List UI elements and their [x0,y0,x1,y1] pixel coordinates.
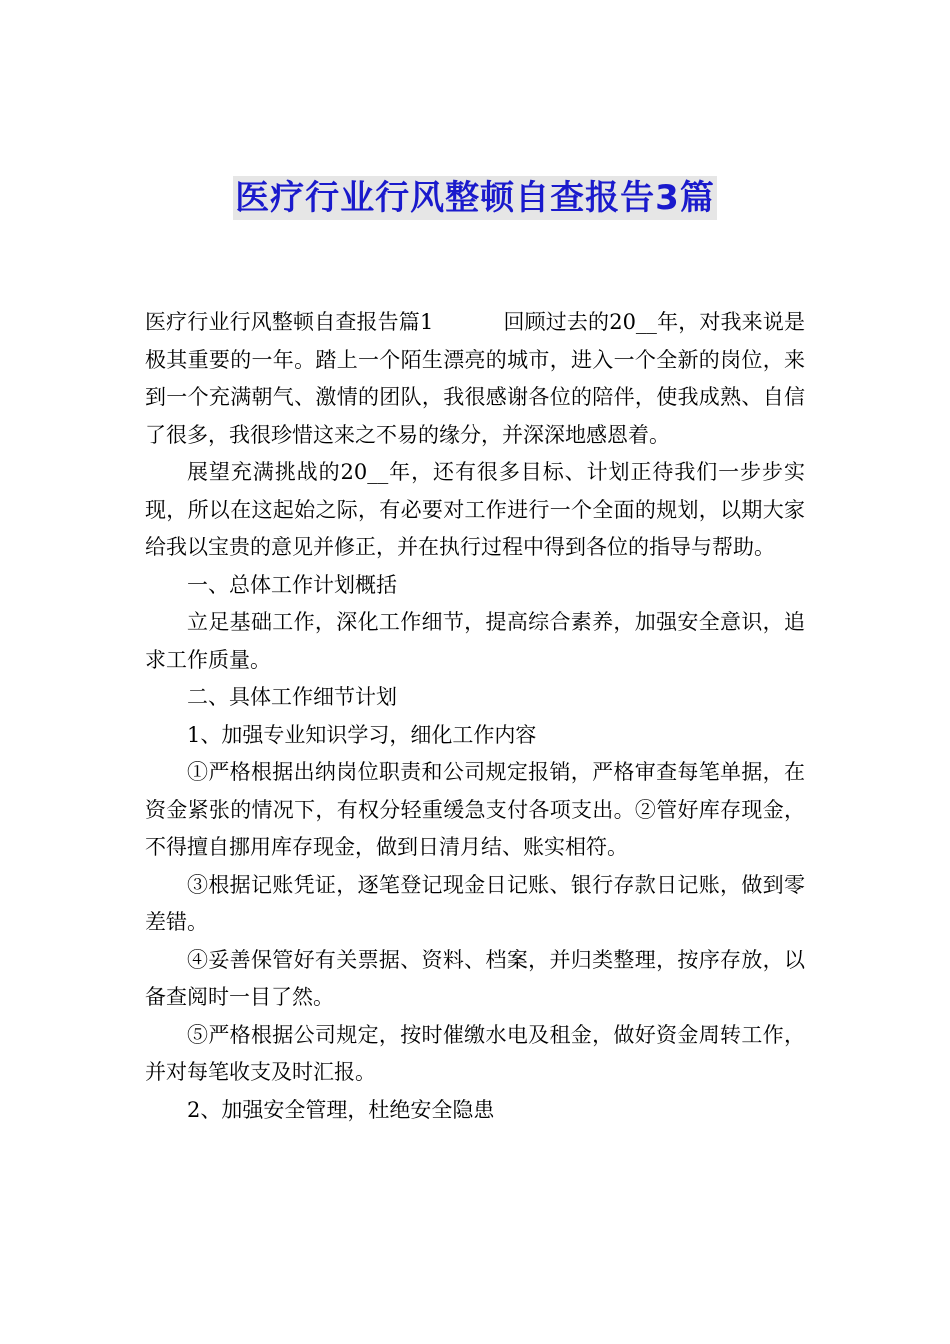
intro-paragraph [145,304,805,454]
paragraph-outlook: 展望充满挑战的20__年，还有很多目标、计划正待我们一步步实现，所以在这起始之际，有必要对工作进行一个全面的规划，以期大家给我以宝贵的意见并修正，并在执行过程中得到各位的指导与帮助。 [145,460,805,559]
list-item-4: ④妥善保管好有关票据、资料、档案，并归类整理，按序存放，以备查阅时一目了然。 [145,947,805,1009]
list-item-1-2: ①严格根据出纳岗位职责和公司规定报销，严格审查每笔单据，在资金紧张的情况下，有权分轻重缓急支付各项支出。②管好库存现金，不得擅自挪用库存现金，做到日清月结、账实相符。 [145,760,805,859]
section-heading-2: 二、具体工作细节计划 [187,685,397,709]
intro-heading: 医疗行业行风整顿自查报告篇1 [145,310,434,334]
intro-text: 回顾过去的20__年，对我来说是极其重要的一年。踏上一个陌生漂亮的城市，进入一个全新的岗位，来到一个充满朝气、激情的团队，我很感谢各位的陪伴，使我成熟、自信了很多，我很珍惜这来之不易的缘分，并深深地感恩着。 [145,310,805,447]
list-item-3: ③根据记账凭证，逐笔登记现金日记账、银行存款日记账，做到零差错。 [145,872,805,934]
document-body [145,304,805,1129]
paragraph-summary: 立足基础工作，深化工作细节，提高综合素养，加强安全意识，追求工作质量。 [145,610,805,672]
section-heading-1: 一、总体工作计划概括 [187,572,397,597]
document-title: 医疗行业行风整顿自查报告3篇 [235,178,715,218]
list-item-5: ⑤严格根据公司规定，按时催缴水电及租金，做好资金周转工作，并对每笔收支及时汇报。 [145,1022,805,1084]
subsection-heading-1: 1、加强专业知识学习，细化工作内容 [187,722,537,747]
title-container [0,176,950,220]
subsection-heading-2: 2、加强安全管理，杜绝安全隐患 [187,1097,495,1122]
